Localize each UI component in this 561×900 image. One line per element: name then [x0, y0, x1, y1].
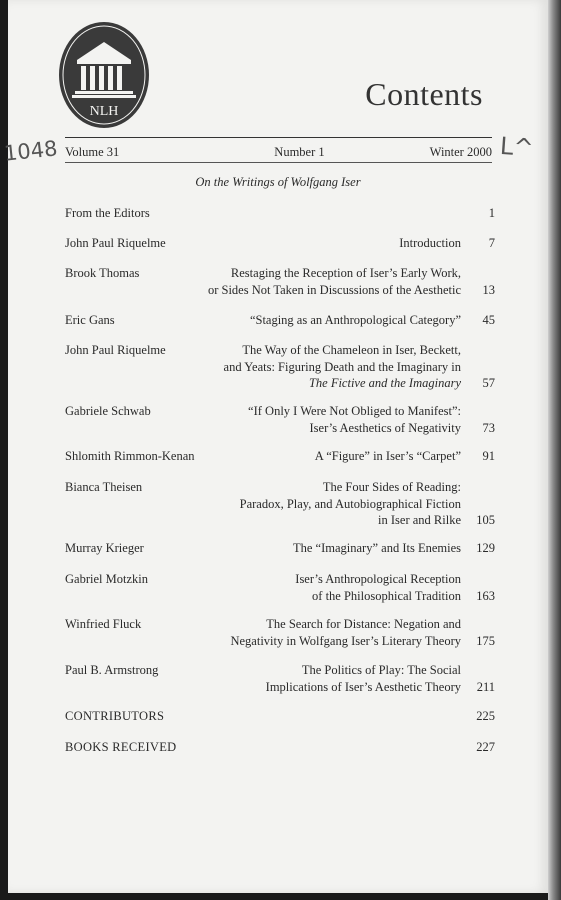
- toc-page-number: 7: [488, 236, 495, 250]
- season-label: Winter 2000: [429, 145, 492, 159]
- toc-page-number: 13: [482, 282, 495, 297]
- divider-top: [65, 137, 492, 138]
- toc-author: Eric Gans: [65, 313, 115, 327]
- toc-author: John Paul Riquelme: [65, 236, 166, 250]
- toc-title-line: Iser’s Anthropological Reception: [295, 572, 461, 586]
- toc-author: Brook Thomas: [65, 266, 140, 280]
- logo-text: NLH: [89, 104, 119, 119]
- toc-page-number: 175: [476, 633, 495, 648]
- toc-author: Bianca Theisen: [65, 480, 143, 494]
- toc-title-line: Negativity in Wolfgang Iser’s Literary Theory: [230, 633, 461, 648]
- toc-page-number: 45: [482, 313, 495, 327]
- toc-title: [208, 265, 461, 298]
- toc-title-line: “Staging as an Anthropological Category”: [249, 313, 461, 327]
- divider-bottom: [65, 162, 492, 163]
- toc-title: [315, 448, 461, 465]
- toc-page-number: 163: [476, 588, 495, 603]
- toc-author: Gabriele Schwab: [65, 404, 151, 418]
- toc-page-number: 129: [476, 541, 495, 555]
- nlh-logo: [57, 20, 151, 130]
- toc-author: Winfried Fluck: [65, 617, 142, 631]
- toc-title-line: Restaging the Reception of Iser’s Early Work,: [230, 266, 461, 280]
- toc-title-line: The Way of the Chameleon in Iser, Beckett,: [242, 343, 461, 357]
- toc-page-number: 73: [482, 420, 495, 435]
- toc-author: John Paul Riquelme: [65, 343, 166, 357]
- page-title: Contents: [365, 76, 483, 112]
- toc-author: BOOKS RECEIVED: [65, 740, 177, 754]
- toc-author: CONTRIBUTORS: [65, 709, 165, 723]
- toc-author: From the Editors: [65, 206, 150, 220]
- toc-title: [240, 479, 461, 529]
- toc-title: [224, 342, 461, 392]
- toc-title: [266, 662, 461, 695]
- toc-title: [230, 616, 461, 649]
- toc-title: [295, 571, 461, 604]
- handwritten-number: 1048: [2, 136, 59, 166]
- toc-page-number: 1: [488, 206, 495, 220]
- page-edge: [548, 0, 561, 900]
- toc-author: Shlomith Rimmon-Kenan: [65, 449, 195, 463]
- toc-page-number: 91: [482, 449, 495, 463]
- toc-author: Murray Krieger: [65, 541, 144, 555]
- toc-title-line: of the Philosophical Tradition: [312, 588, 461, 603]
- toc-page-number: 105: [476, 513, 495, 527]
- toc-title: [293, 540, 461, 557]
- toc-title-line: in Iser and Rilke: [378, 513, 461, 527]
- toc-title-line: Implications of Iser’s Aesthetic Theory: [265, 679, 461, 694]
- number-label: Number 1: [274, 145, 325, 159]
- toc-title-line: The Politics of Play: The Social: [301, 663, 461, 677]
- toc-title-line: The “Imaginary” and Its Enemies: [293, 541, 461, 555]
- toc-page-number: 227: [476, 740, 495, 754]
- journal-page: [8, 0, 548, 893]
- toc-title-line: Paradox, Play, and Autobiographical Fiction: [239, 496, 461, 511]
- toc-title-line: The Four Sides of Reading:: [322, 480, 461, 494]
- toc-page-number: 211: [476, 679, 495, 694]
- toc-title-line: Introduction: [399, 236, 461, 250]
- toc-title-line: The Search for Distance: Negation and: [266, 617, 461, 631]
- toc-title-line: Iser’s Aesthetics of Negativity: [309, 420, 461, 435]
- toc-title: [248, 403, 461, 436]
- toc-title-line: or Sides Not Taken in Discussions of the Aesthetic: [207, 282, 461, 297]
- handwritten-mark: L^: [499, 131, 535, 163]
- toc-title-line: “If Only I Were Not Obliged to Manifest”:: [248, 404, 461, 418]
- issue-line: [65, 145, 492, 160]
- toc-title: [250, 312, 461, 329]
- toc-title-line: A “Figure” in Iser’s “Carpet”: [314, 449, 461, 463]
- toc-title: [399, 235, 461, 252]
- toc-author: Paul B. Armstrong: [65, 663, 159, 677]
- toc-title-line: The Fictive and the Imaginary: [308, 376, 461, 390]
- volume-label: Volume 31: [65, 145, 120, 159]
- toc-title-line: and Yeats: Figuring Death and the Imaginary in: [223, 359, 461, 374]
- toc-author: Gabriel Motzkin: [65, 572, 148, 586]
- toc-page-number: 57: [482, 376, 495, 390]
- issue-subtitle: On the Writings of Wolfgang Iser: [195, 175, 361, 189]
- toc-page-number: 225: [476, 709, 495, 723]
